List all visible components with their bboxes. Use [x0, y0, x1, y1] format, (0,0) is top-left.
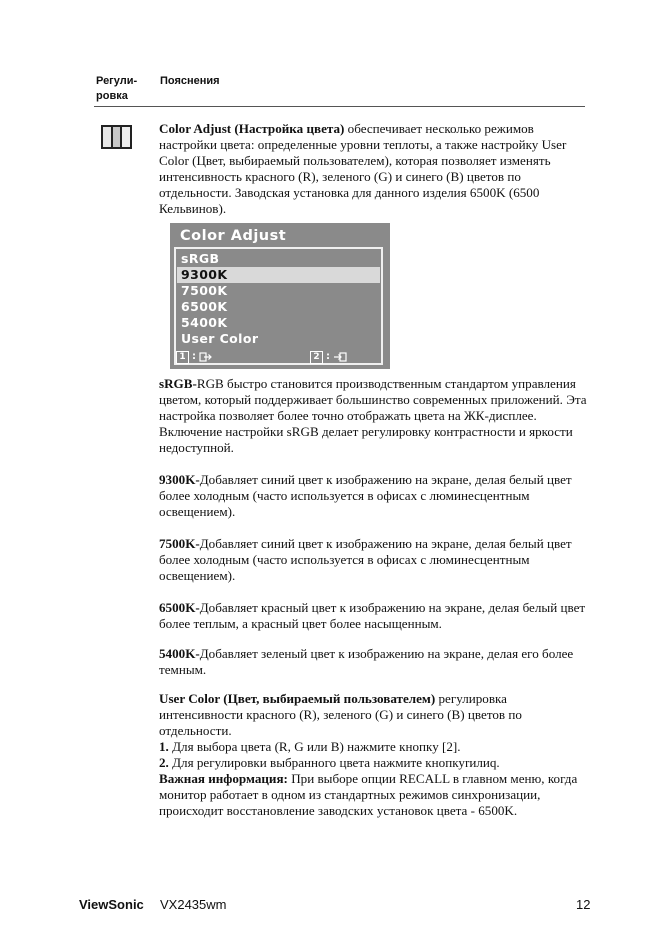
9300k-text: Добавляет синий цвет к изображению на экране, делая белый цвет более холодным (часто используется в офисах с люминесцентным освещением).: [159, 472, 572, 519]
osd-option-9300k[interactable]: 9300K: [177, 267, 380, 283]
7500k-text: Добавляет синий цвет к изображению на экране, делая белый цвет более холодным (часто используется в офисах с люминесцентным освещением).: [159, 536, 572, 583]
srgb-description: [159, 376, 589, 456]
color-adjust-icon: [101, 125, 132, 149]
osd-option-srgb[interactable]: sRGB: [181, 251, 220, 266]
footer-brand: ViewSonic: [79, 897, 144, 912]
step-1-number: 1.: [159, 739, 169, 754]
5400k-text: Добавляет зеленый цвет к изображению на экране, делая его более темным.: [159, 646, 574, 677]
user-color-step-1: [159, 739, 589, 755]
9300k-description: [159, 472, 589, 520]
exit-icon: [199, 352, 213, 362]
user-color-text: регулировка интенсивности красного (R), зеленого (G) и синего (B) цветов по отдельности.: [159, 691, 522, 738]
color-adjust-title: Color Adjust (Настройка цвета): [159, 121, 345, 136]
key-separator: :: [326, 351, 330, 362]
step-1-text: Для выбора цвета (R, G или B) нажмите кнопку [2].: [168, 739, 461, 754]
important-note-label: Важная информация:: [159, 771, 288, 786]
step-2-text: Для регулировки выбранного цвета нажмите кнопкуrилиq.: [168, 755, 500, 770]
key-2-label: 2: [310, 351, 323, 364]
key-separator: :: [192, 351, 196, 362]
5400k-description: [159, 646, 589, 678]
header-divider: [94, 106, 585, 107]
6500k-description: [159, 600, 589, 632]
step-2-number: 2.: [159, 755, 169, 770]
osd-option-5400k[interactable]: 5400K: [181, 315, 228, 330]
osd-options-box: [174, 247, 383, 365]
osd-option-user-color[interactable]: User Color: [181, 331, 259, 346]
osd-option-6500k[interactable]: 6500K: [181, 299, 228, 314]
srgb-text: RGB быстро становится производственным стандартом управления цветом, который поддерживает большинство современных приложений. Эта настройка позволяет более точно отображать цвета на ЖК-дисплее. Включение настройки sRGB делает регулировку контрастности и яркости недоступной.: [159, 376, 587, 455]
srgb-term: sRGB-: [159, 376, 197, 391]
enter-icon: [333, 352, 347, 362]
user-color-term: User Color (Цвет, выбираемый пользователем): [159, 691, 436, 706]
column-header-control: Регули- ровка: [96, 75, 138, 102]
7500k-term: 7500K-: [159, 536, 200, 551]
6500k-term: 6500K-: [159, 600, 200, 615]
osd-footer: [174, 350, 386, 364]
user-color-intro: [159, 691, 589, 739]
osd-option-7500k[interactable]: 7500K: [181, 283, 228, 298]
5400k-term: 5400K-: [159, 646, 200, 661]
7500k-description: [159, 536, 589, 584]
user-color-step-2: [159, 755, 589, 771]
osd-title: Color Adjust: [180, 228, 287, 244]
color-adjust-description: [159, 121, 589, 217]
color-adjust-body: обеспечивает несколько режимов настройки цвета: определенные уровни теплоты, а также настройку User Color (Цвет, выбираемый пользователем), которая позволяет изменять интенсивность красного (R), зеленого (G) и синего (B) цветов по отдельности. Заводская установка для данного изделия 6500K (6500 Кельвинов).: [159, 121, 567, 216]
6500k-text: Добавляет красный цвет к изображению на экране, делая белый цвет более теплым, а красный цвет более насыщенным.: [159, 600, 586, 631]
column-header-explanation: Пояснения: [160, 75, 220, 87]
key-1-label: 1: [176, 351, 189, 364]
osd-key-2: [310, 350, 347, 364]
osd-color-adjust-menu: [170, 223, 390, 369]
important-note-text: При выборе опции RECALL в главном меню, когда монитор работает в одном из стандартных режимов синхронизации, происходит восстановление заводских установок цвета - 6500K.: [159, 771, 578, 818]
important-note: [159, 771, 589, 819]
osd-options-list: [177, 251, 380, 347]
footer-model: VX2435wm: [160, 897, 227, 912]
9300k-term: 9300K-: [159, 472, 200, 487]
osd-key-1: [176, 350, 213, 364]
page-number: 12: [576, 897, 591, 912]
user-color-description: [159, 691, 589, 819]
